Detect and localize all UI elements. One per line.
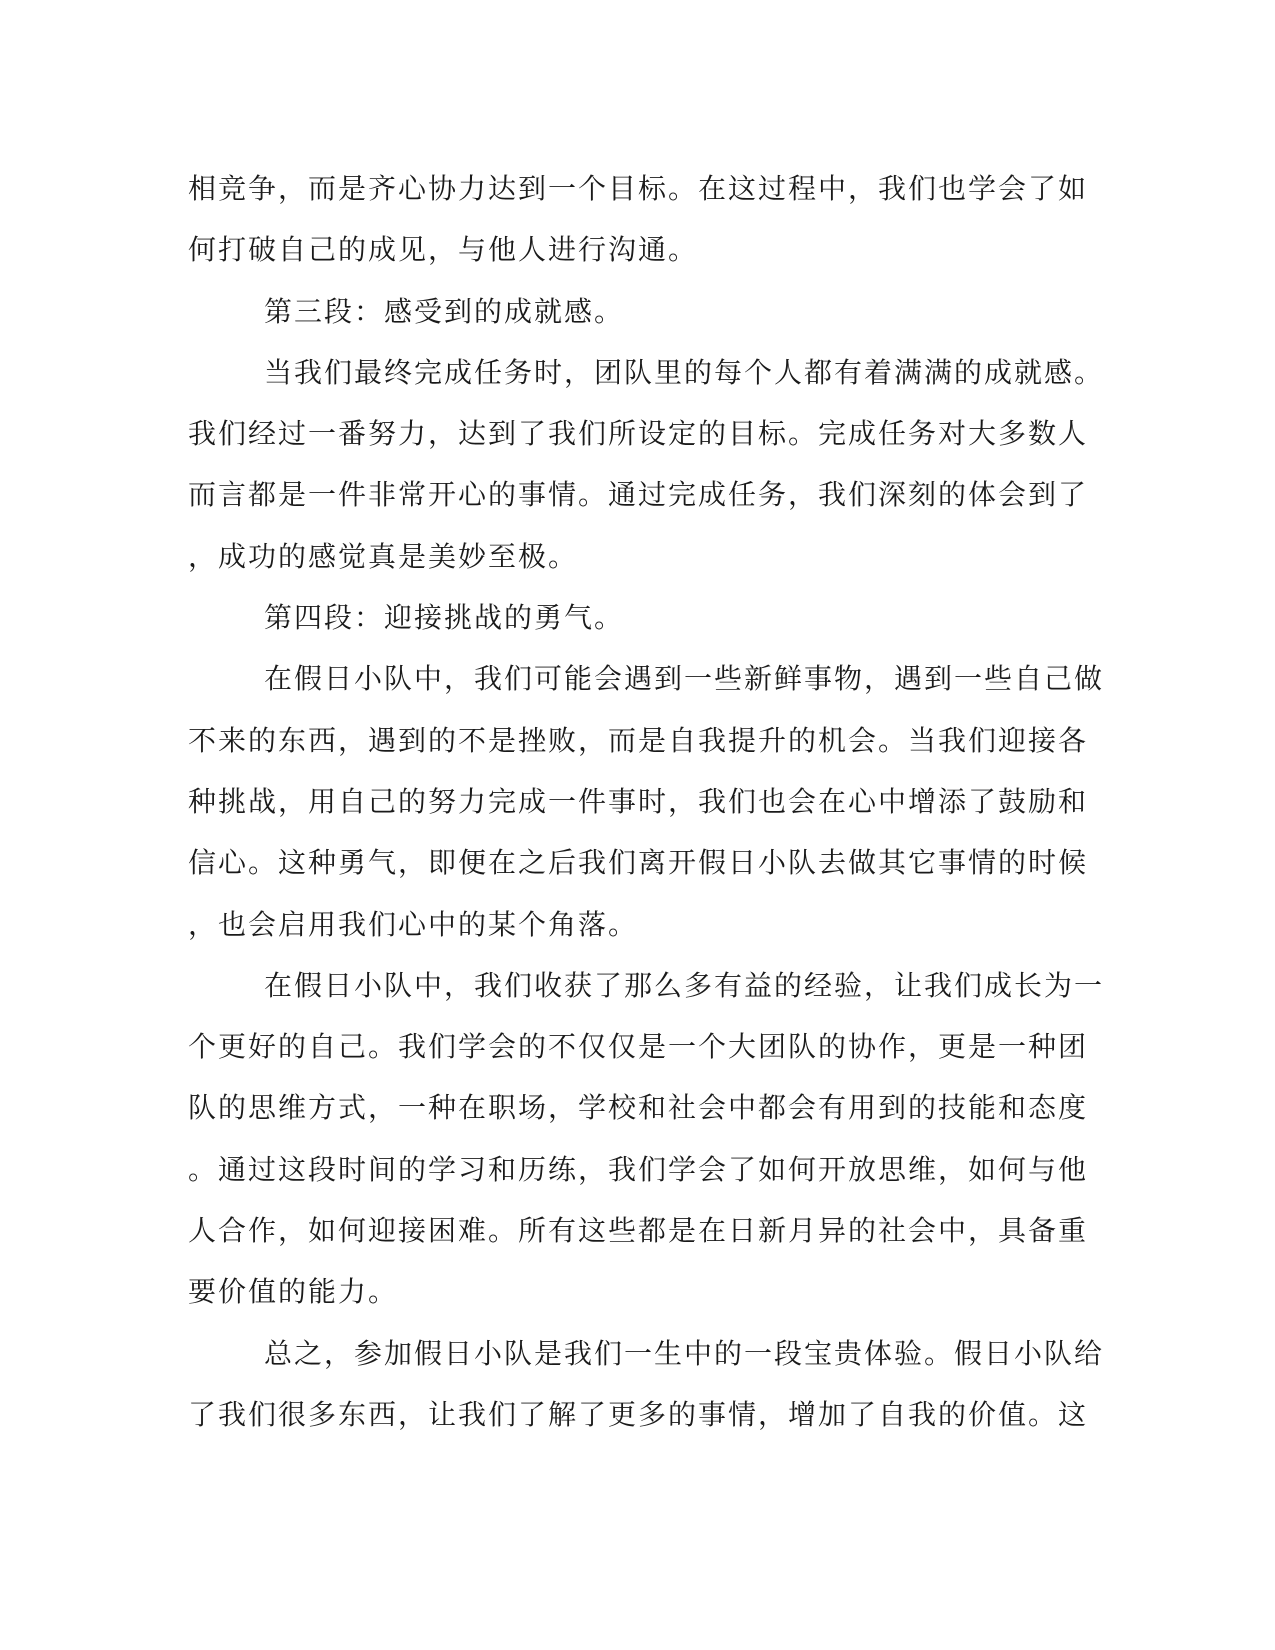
text-line: 何打破自己的成见，与他人进行沟通。: [188, 233, 699, 267]
text-line: 个更好的自己。我们学会的不仅仅是一个大团队的协作，更是一种团: [188, 1030, 1089, 1064]
text-line: 人合作，如何迎接困难。所有这些都是在日新月异的社会中，具备重: [188, 1214, 1089, 1248]
document-body: [188, 158, 1105, 1445]
text-line: 队的思维方式，一种在职场，学校和社会中都会有用到的技能和态度: [188, 1091, 1089, 1125]
text-line: 我们经过一番努力，达到了我们所设定的目标。完成任务对大多数人: [188, 417, 1089, 451]
text-line: 总之，参加假日小队是我们一生中的一段宝贵体验。假日小队给: [264, 1336, 1105, 1370]
text-line: 。通过这段时间的学习和历练，我们学会了如何开放思维，如何与他: [188, 1152, 1089, 1186]
text-line: 了我们很多东西，让我们了解了更多的事情，增加了自我的价值。这: [188, 1397, 1089, 1431]
text-line: ，成功的感觉真是美妙至极。: [188, 539, 579, 573]
text-line: 要价值的能力。: [188, 1275, 399, 1309]
text-line: 不来的东西，遇到的不是挫败，而是自我提升的机会。当我们迎接各: [188, 723, 1089, 757]
text-line: 在假日小队中，我们可能会遇到一些新鲜事物，遇到一些自己做: [264, 662, 1105, 696]
text-line: ，也会启用我们心中的某个角落。: [188, 907, 639, 941]
text-line: 信心。这种勇气，即便在之后我们离开假日小队去做其它事情的时候: [188, 846, 1089, 880]
section-heading: 第三段：感受到的成就感。: [264, 294, 625, 328]
text-line: 而言都是一件非常开心的事情。通过完成任务，我们深刻的体会到了: [188, 478, 1089, 512]
section-heading: 第四段：迎接挑战的勇气。: [264, 601, 625, 635]
text-line: 相竞争，而是齐心协力达到一个目标。在这过程中，我们也学会了如: [188, 172, 1089, 205]
text-line: 在假日小队中，我们收获了那么多有益的经验，让我们成长为一: [264, 968, 1105, 1002]
text-line: 当我们最终完成任务时，团队里的每个人都有着满满的成就感。: [264, 355, 1105, 389]
text-line: 种挑战，用自己的努力完成一件事时，我们也会在心中增添了鼓励和: [188, 784, 1089, 818]
